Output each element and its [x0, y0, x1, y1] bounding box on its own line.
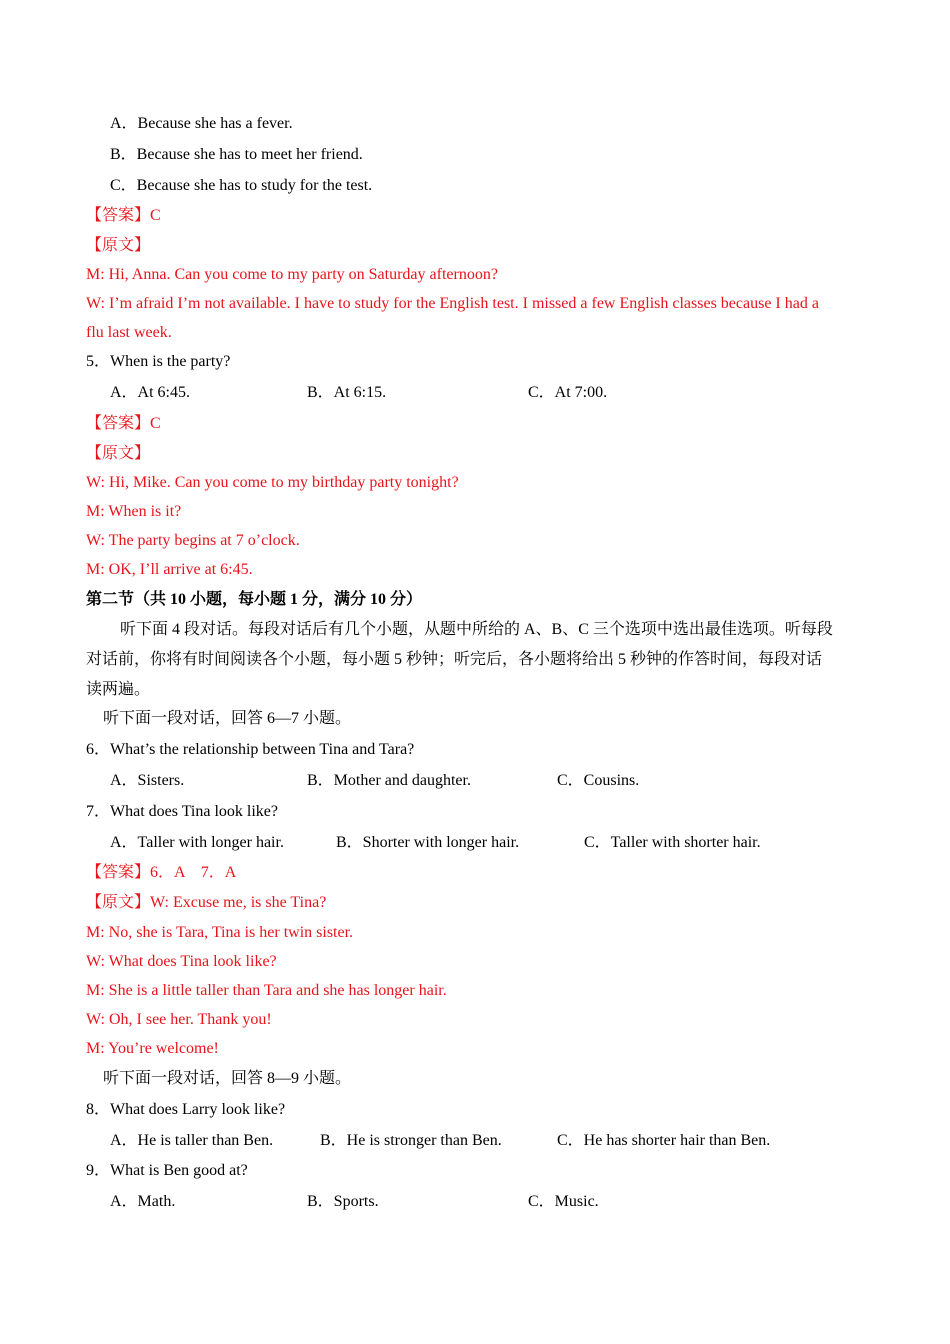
q5-script-line: W: The party begins at 7 o’clock. — [86, 532, 300, 549]
q4-option-a: A．Because she has a fever. — [110, 115, 293, 132]
answer-values: 6．A 7．A — [150, 864, 237, 881]
q67-script-line: W: What does Tina look like? — [86, 953, 277, 970]
q9-question: 9．What is Ben good at? — [86, 1162, 248, 1179]
q6-option-a: A．Sisters. — [110, 772, 185, 789]
q4-option-c: C．Because she has to study for the test. — [110, 177, 373, 194]
script-label: 【原文】 — [86, 894, 151, 911]
q4-script-line: M: Hi, Anna. Can you come to my party on Saturday afternoon? — [86, 266, 498, 283]
q67-script-line: M: No, she is Tara, Tina is her twin sister. — [86, 924, 354, 941]
q4-script-label: 【原文】 — [86, 237, 151, 254]
q8-option-c: C．He has shorter hair than Ben. — [557, 1132, 771, 1149]
q5-script-line: M: When is it? — [86, 503, 182, 520]
q6-option-c: C．Cousins. — [557, 772, 640, 789]
section-instructions-line: 对话前，你将有时间阅读各个小题，每小题 5 秒钟；听完后，各小题将给出 5 秒钟的作答时间，每段对话 — [86, 651, 823, 668]
q7-option-c: C．Taller with shorter hair. — [584, 834, 761, 851]
q9-option-c: C．Music. — [528, 1193, 599, 1210]
q5-question: 5．When is the party? — [86, 353, 231, 370]
q5-script-line: M: OK, I’ll arrive at 6:45. — [86, 561, 253, 578]
q67-script-line: M: She is a little taller than Tara and she has longer hair. — [86, 982, 447, 999]
q8-option-a: A．He is taller than Ben. — [110, 1132, 274, 1149]
q4-option-b: B．Because she has to meet her friend. — [110, 146, 363, 163]
q9-option-b: B．Sports. — [307, 1193, 379, 1210]
q7-question: 7．What does Tina look like? — [86, 803, 278, 820]
script-line: W: Excuse me, is she Tina? — [150, 894, 327, 911]
q9-option-a: A．Math. — [110, 1193, 176, 1210]
dialog-intro: 听下面一段对话，回答 8—9 小题。 — [103, 1070, 352, 1087]
q67-answer — [86, 863, 236, 883]
answer-label: 【答案】 — [86, 864, 151, 881]
q5-answer: 【答案】C — [86, 415, 161, 432]
dialog-intro: 听下面一段对话，回答 6—7 小题。 — [103, 710, 352, 727]
q4-script-line: W: I’m afraid I’m not available. I have to study for the English test. I missed a few English classes because I had a — [86, 295, 819, 312]
q6-option-b: B．Mother and daughter. — [307, 772, 471, 789]
q7-option-b: B．Shorter with longer hair. — [336, 834, 520, 851]
q4-answer: 【答案】C — [86, 207, 161, 224]
q67-script-line: W: Oh, I see her. Thank you! — [86, 1011, 272, 1028]
q4-script-line: flu last week. — [86, 324, 172, 341]
section-instructions-line: 听下面 4 段对话。每段对话后有几个小题，从题中所给的 A、B、C 三个选项中选出最佳选项。听每段 — [120, 621, 833, 638]
section-instructions-line: 读两遍。 — [86, 681, 151, 698]
q8-question: 8．What does Larry look like? — [86, 1101, 286, 1118]
q5-script-label: 【原文】 — [86, 445, 151, 462]
section-heading: 第二节（共 10 小题，每小题 1 分，满分 10 分） — [86, 591, 423, 608]
q5-option-b: B．At 6:15. — [307, 384, 387, 401]
q7-option-a: A．Taller with longer hair. — [110, 834, 284, 851]
q5-script-line: W: Hi, Mike. Can you come to my birthday party tonight? — [86, 474, 459, 491]
q5-option-a: A．At 6:45. — [110, 384, 191, 401]
q67-script-first — [86, 893, 326, 913]
q5-option-c: C．At 7:00. — [528, 384, 608, 401]
q8-option-b: B．He is stronger than Ben. — [320, 1132, 502, 1149]
q67-script-line: M: You’re welcome! — [86, 1040, 219, 1057]
q6-question: 6．What’s the relationship between Tina and Tara? — [86, 741, 415, 758]
